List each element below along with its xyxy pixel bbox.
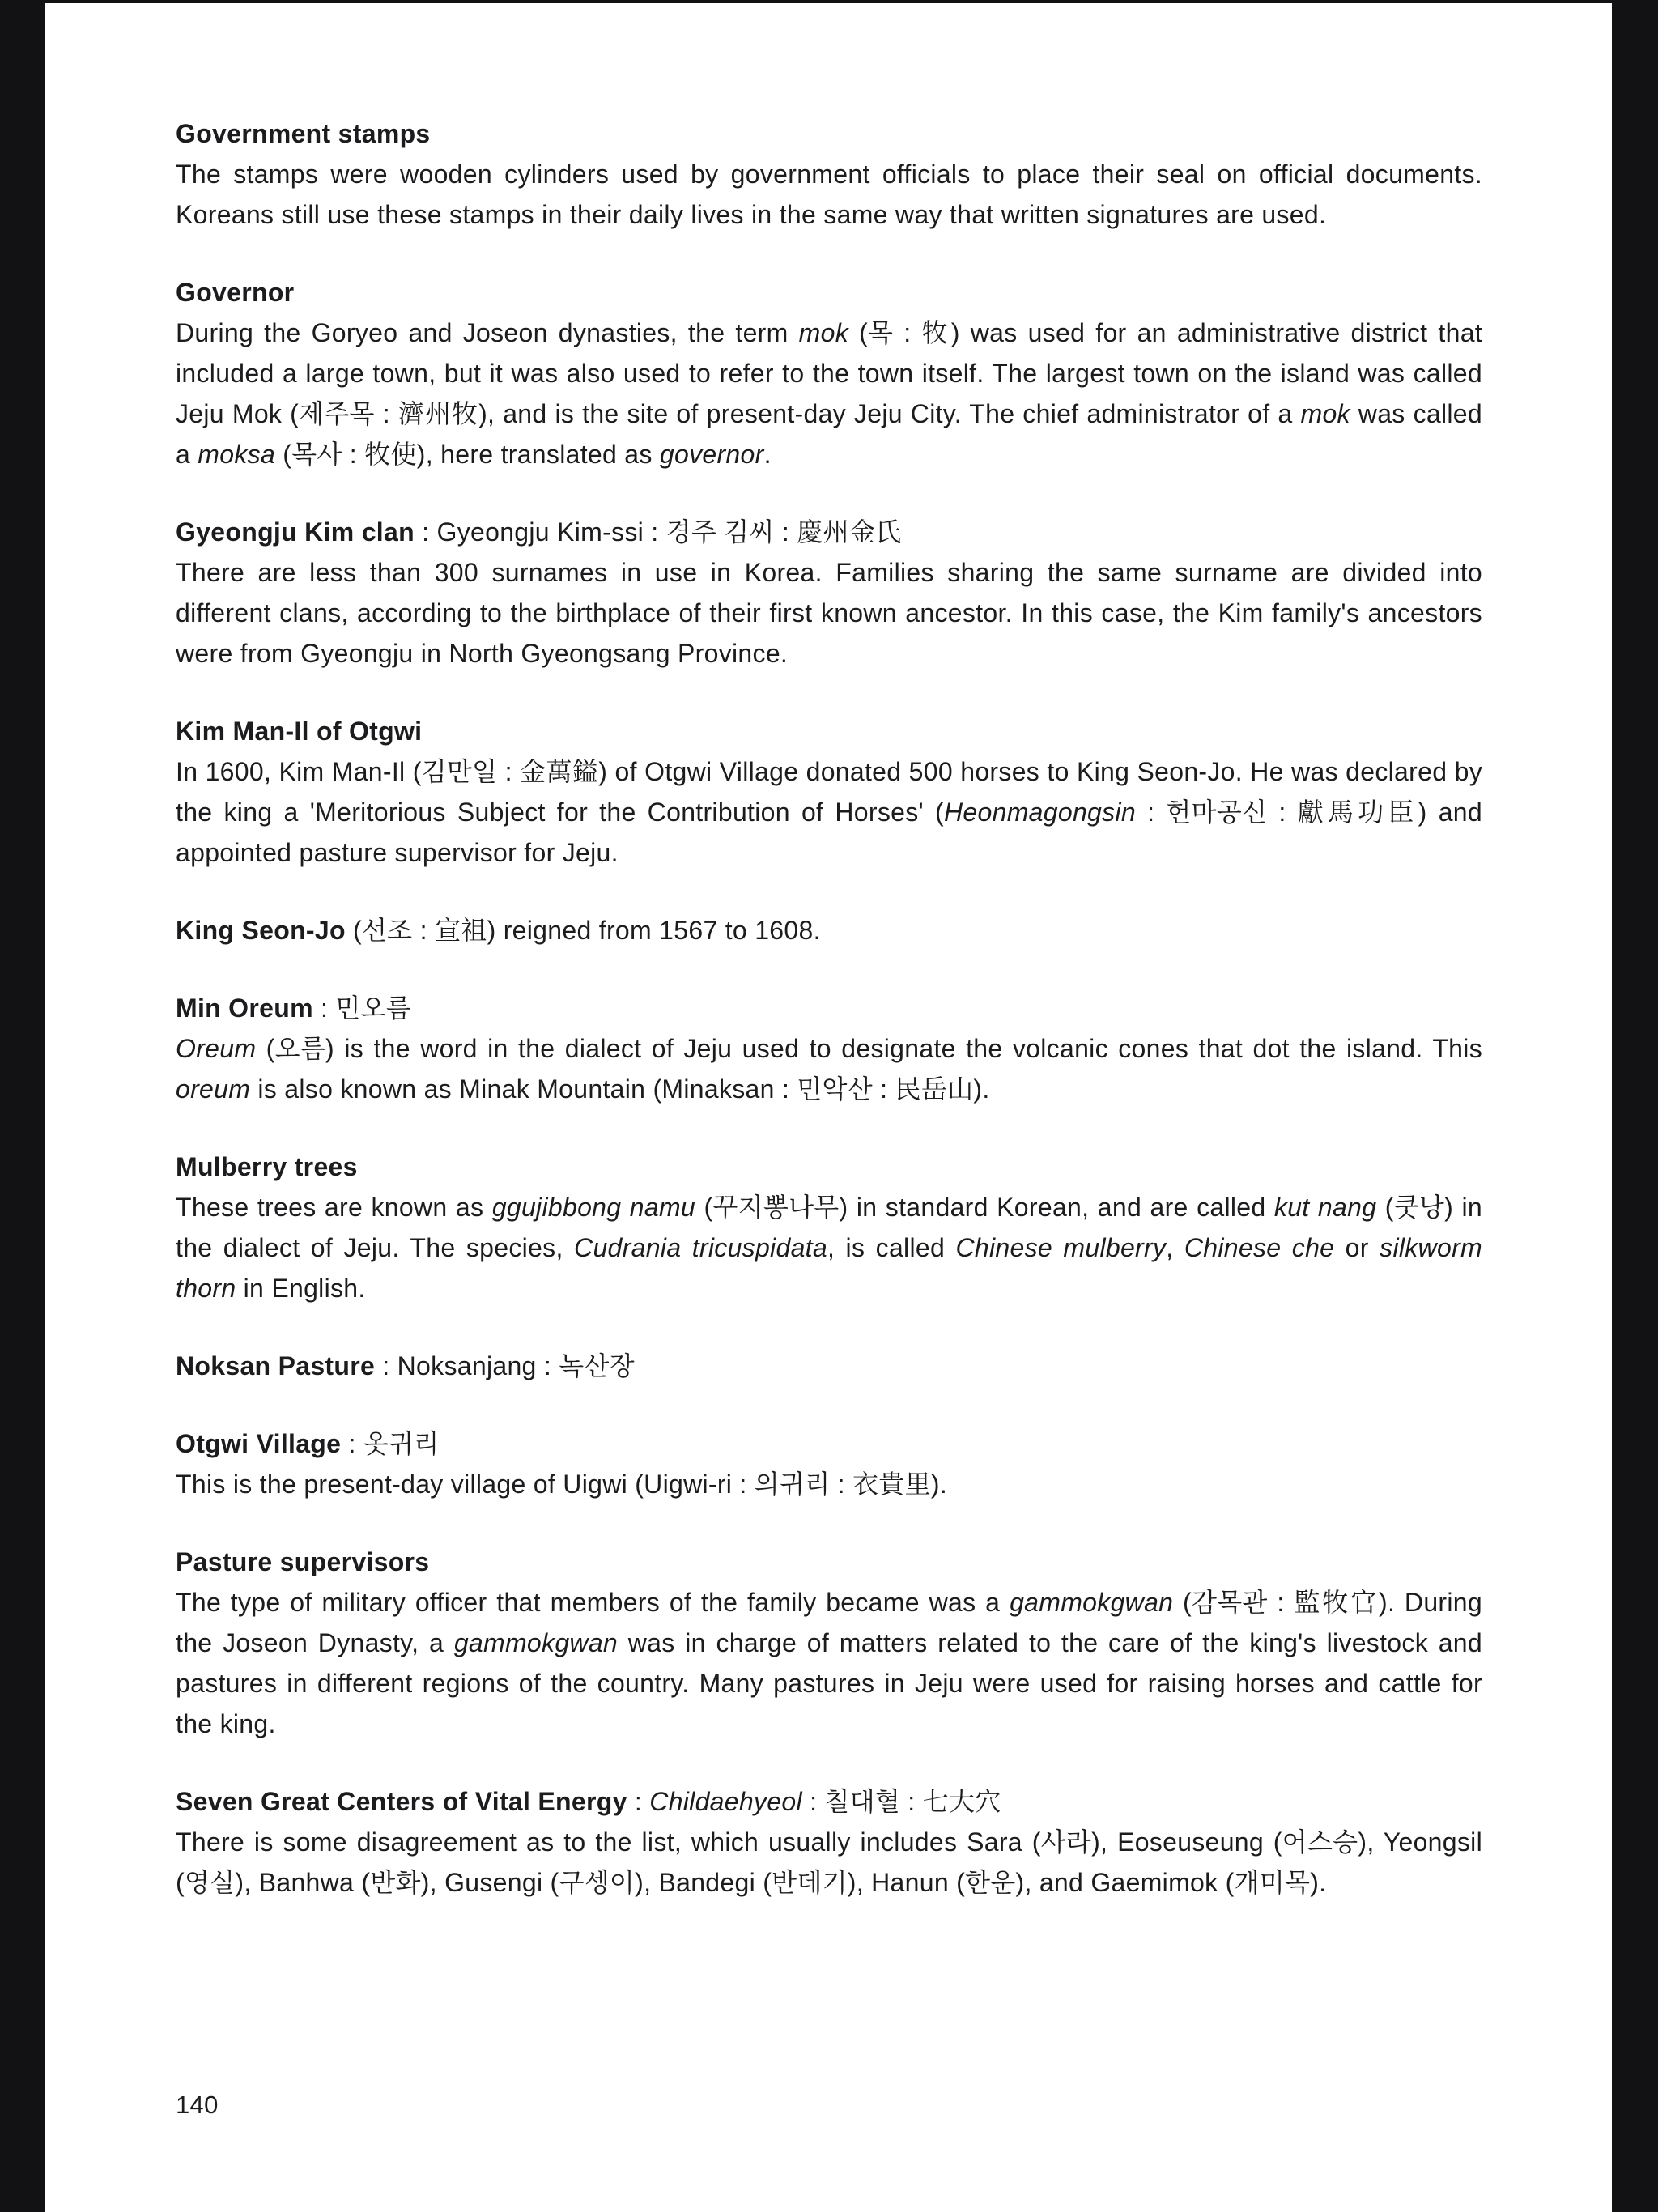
text-run: Cudrania tricuspidata [574, 1233, 827, 1262]
glossary-entry-governor [176, 272, 1482, 474]
entry-heading [176, 1781, 1482, 1822]
entry-heading [176, 113, 1482, 154]
text-run: Seven Great Centers of Vital Energy [176, 1787, 627, 1816]
book-page [45, 3, 1612, 2212]
entry-heading [176, 1146, 1482, 1187]
entry-heading [176, 910, 1482, 951]
glossary-entry-king-seon-jo [176, 910, 1482, 951]
glossary-entry-noksan-pasture [176, 1346, 1482, 1386]
text-run: Oreum [176, 1034, 257, 1063]
text-run: mok [798, 318, 848, 347]
glossary-entry-gyeongju-kim-clan [176, 512, 1482, 674]
text-run: gammokgwan [1010, 1588, 1174, 1617]
text-run: : 옷귀리 [341, 1429, 440, 1458]
text-run: King Seon-Jo [176, 916, 346, 945]
text-run: Gyeongju Kim clan [176, 517, 414, 547]
text-run: is also known as Minak Mountain (Minaksan : 민악산 : 民岳山). [250, 1074, 990, 1104]
text-run: : 민오름 [312, 993, 412, 1023]
text-run: (오름) is the word in the dialect of Jeju used to designate the volcanic cones that dot the island. This [256, 1034, 1482, 1063]
text-run: mok [1300, 399, 1350, 428]
entry-heading [176, 1542, 1482, 1582]
text-run: governor [659, 440, 764, 469]
text-run: Chinese che [1184, 1233, 1335, 1262]
text-run: Noksan Pasture [176, 1351, 376, 1380]
entry-paragraph [176, 751, 1482, 873]
entry-paragraph [176, 1582, 1482, 1744]
text-run: In 1600, Kim Man-Il (김만일 : 金萬鎰) of Otgwi Village donated 500 horses to King Seon-Jo. He was declared by the king a 'Meritorious Subject for the Contribution of Horses' ( [176, 757, 1482, 827]
text-run: ggujibbong namu [491, 1193, 696, 1222]
text-run: . [763, 440, 772, 469]
page-number: 140 [176, 2091, 219, 2119]
entry-paragraph [176, 1187, 1482, 1308]
text-run: Otgwi Village [176, 1429, 342, 1458]
text-run: (꾸지뽕나무) in standard Korean, and are called [695, 1193, 1274, 1222]
text-run: was called a [176, 399, 1482, 469]
text-run: This is the present-day village of Uigwi (Uigwi-ri : 의귀리 : 衣貴里). [176, 1470, 948, 1499]
text-run: in English. [236, 1274, 366, 1303]
glossary-entry-government-stamps [176, 113, 1482, 235]
text-run: The type of military officer that members of the family became was a [176, 1588, 1010, 1617]
text-run: gammokgwan [453, 1628, 619, 1657]
entry-heading [176, 988, 1482, 1028]
text-run: was in charge of matters related to the care of the king's livestock and pastures in different regions of the country. Many pastures in Jeju were used for raising horses and cattle for the king. [176, 1628, 1482, 1738]
entry-paragraph [176, 154, 1482, 235]
text-run: : 헌마공신 : 獻馬功臣) and appointed pasture supervisor for Jeju. [176, 798, 1482, 867]
glossary [176, 113, 1482, 1940]
entry-heading [176, 512, 1482, 552]
text-run: kut nang [1273, 1193, 1377, 1222]
text-run: Min Oreum [176, 993, 313, 1023]
entry-heading [176, 711, 1482, 751]
text-run: The stamps were wooden cylinders used by government officials to place their seal on official documents. Koreans still use these stamps in their daily lives in the same way that written signatures are used. [176, 160, 1482, 229]
text-run: Mulberry trees [176, 1152, 358, 1181]
text-run: Pasture supervisors [176, 1547, 430, 1576]
text-run: moksa [198, 440, 276, 469]
text-run: These trees are known as [176, 1193, 492, 1222]
glossary-entry-kim-man-il-of-otgwi [176, 711, 1482, 873]
glossary-entry-otgwi-village [176, 1423, 1482, 1504]
text-run: During the Goryeo and Joseon dynasties, the term [176, 318, 799, 347]
text-run: oreum [176, 1074, 251, 1104]
text-run: Chinese mulberry [955, 1233, 1167, 1262]
glossary-entry-seven-great-centers-of-vital-energy [176, 1781, 1482, 1903]
entry-paragraph [176, 313, 1482, 474]
text-run: or [1334, 1233, 1380, 1262]
text-run: , is called [827, 1233, 956, 1262]
text-run: : 칠대혈 : 七大穴 [801, 1787, 1001, 1816]
text-run: : [627, 1787, 650, 1816]
text-run: Heonmagongsin [944, 798, 1136, 827]
entry-paragraph [176, 552, 1482, 674]
text-run: (선조 : 宣祖) reigned from 1567 to 1608. [345, 916, 821, 945]
text-run: (감목관 : 監牧官). During the Joseon Dynasty, a [176, 1588, 1482, 1657]
text-run: Childaehyeol [649, 1787, 802, 1816]
text-run: : Noksanjang : 녹산장 [375, 1351, 635, 1380]
text-run: Government stamps [176, 119, 431, 148]
text-run: : Gyeongju Kim-ssi : 경주 김씨 : 慶州金氏 [414, 517, 902, 547]
entry-heading [176, 1423, 1482, 1464]
text-run: There is some disagreement as to the list, which usually includes Sara (사라), Eoseuseung (어스승), Yeongsil (영실), Banhwa (반화), Gusengi (구셍이), Bandegi (반데기), Hanun (한운), and Gaemimok (개미목). [176, 1827, 1482, 1897]
glossary-entry-min-oreum [176, 988, 1482, 1109]
text-run: silkworm thorn [176, 1233, 1482, 1303]
entry-paragraph [176, 1464, 1482, 1504]
text-run: (목사 : 牧使), here translated as [275, 440, 660, 469]
entry-paragraph [176, 1822, 1482, 1903]
text-run: (쿳낭) in the dialect of Jeju. The species, [176, 1193, 1483, 1262]
glossary-entry-pasture-supervisors [176, 1542, 1482, 1744]
entry-heading [176, 272, 1482, 313]
text-run: (목 : 牧) was used for an administrative district that included a large town, but it was also used to refer to the town itself. The largest town on the island was called Jeju Mok (제주목 : 濟州牧), and is the site of present-day Jeju City. The chief administrator of a [176, 318, 1482, 428]
entry-paragraph [176, 1028, 1482, 1109]
text-run: Governor [176, 278, 295, 307]
text-run: There are less than 300 surnames in use in Korea. Families sharing the same surname are divided into different clans, according to the birthplace of their first known ancestor. In this case, the Kim family's ancestors were from Gyeongju in North Gyeongsang Province. [176, 558, 1482, 668]
text-run: Kim Man-Il of Otgwi [176, 717, 423, 746]
text-run: , [1166, 1233, 1184, 1262]
glossary-entry-mulberry-trees [176, 1146, 1482, 1308]
entry-heading [176, 1346, 1482, 1386]
